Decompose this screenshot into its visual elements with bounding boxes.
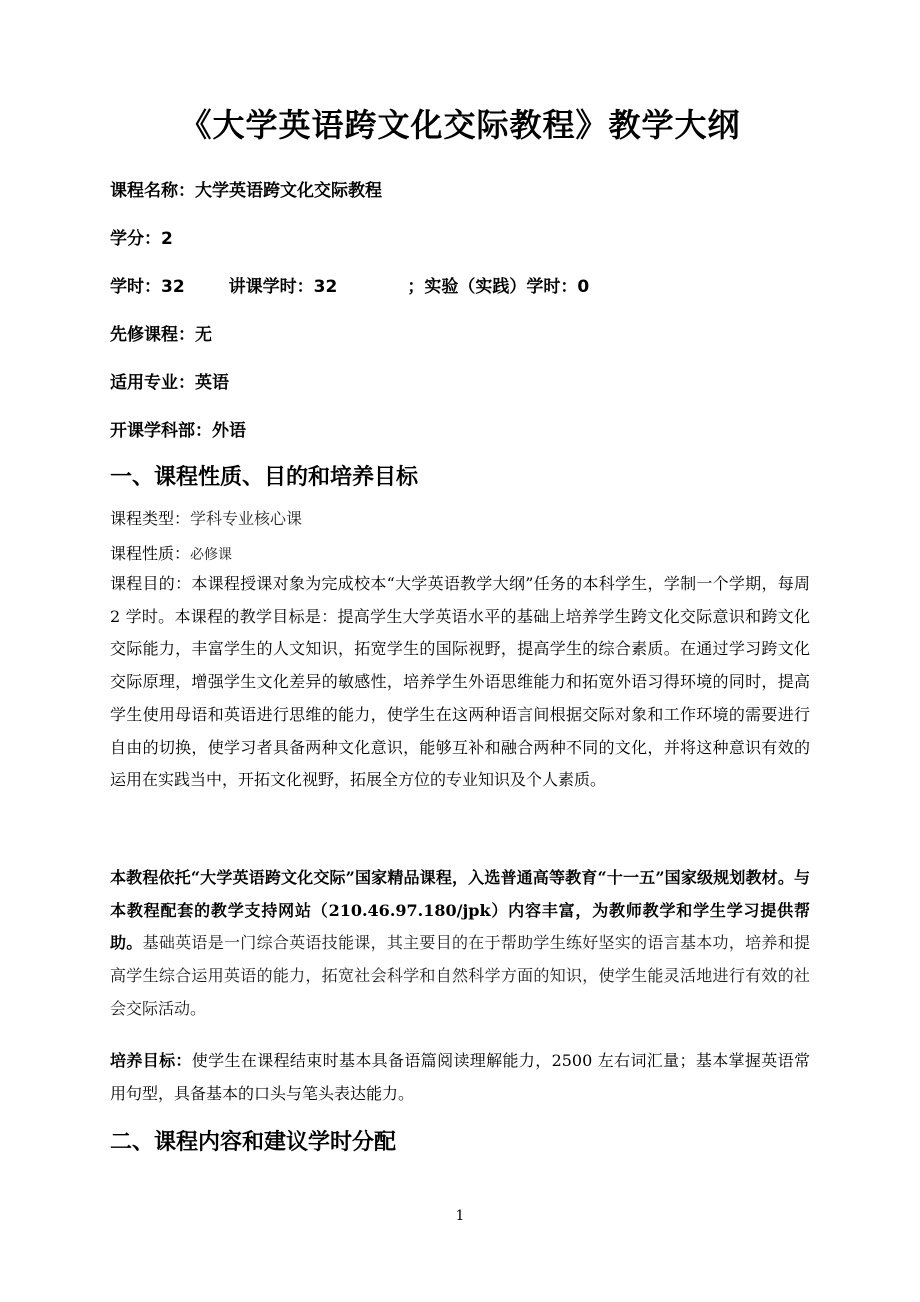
hours-lecture: 讲课学时：32: [228, 277, 338, 297]
hours-lab: ；实验（实践）学时：0: [407, 277, 590, 297]
course-nature-label: 课程性质：: [110, 544, 191, 563]
goal-label: 培养目标：: [110, 1051, 192, 1070]
goal-paragraph: [110, 1045, 810, 1110]
hours-line: [110, 272, 589, 297]
course-nature-value: 必修课: [190, 547, 233, 563]
document-title: 《大学英语跨文化交际教程》教学大纲: [179, 106, 741, 144]
credits-line: 学分：2: [110, 229, 173, 249]
textbook-paragraph-bold: 本教程依托“大学英语跨文化交际”国家精品课程，入选普通高等教育“十一五”国家级规划教材。与本教程配套的教学支持网站（210.46.97.180/jpk）内容丰富，为教师教学和学生学习提供帮助。: [110, 868, 810, 953]
textbook-paragraph-light: 基础英语是一门综合英语技能课，其主要目的在于帮助学生练好坚实的语言基本功，培养和提高学生综合运用英语的能力，拓宽社会科学和自然科学方面的知识，使学生能灵活地进行有效的社会交际活动。: [110, 933, 810, 1018]
course-nature-line: [110, 541, 232, 564]
purpose-paragraph: 课程目的：本课程授课对象为完成校本“大学英语教学大纲”任务的本科学生，学制一个学期，每周 2 学时。本课程的教学目标是：提高学生大学英语水平的基础上培养学生跨文化交际意识和跨文化交际能力，丰富学生的人文知识，拓宽学生的国际视野，提高学生的综合素质。在通过学习跨文化交际原理，增强学生文化差异的敏感性，培养学生外语思维能力和拓宽外语习得环境的同时，提高学生使用母语和英语进行思维的能力，使学生在这两种语言间根据交际对象和工作环境的需要进行自由的切换，使学习者具备两种文化意识，能够互补和融合两种不同的文化，并将这种意识有效的运用在实践当中，开拓文化视野，拓展全方位的专业知识及个人素质。: [110, 574, 810, 790]
section2-heading: 二、课程内容和建议学时分配: [110, 1130, 397, 1155]
course-type-line: [110, 506, 302, 529]
prerequisite-line: 先修课程：无: [110, 325, 212, 345]
hours-total: 学时：32: [110, 277, 185, 297]
course-name-line: 课程名称：大学英语跨文化交际教程: [110, 181, 382, 201]
page-number: 1: [455, 1208, 465, 1224]
goal-text: 使学生在课程结束时基本具备语篇阅读理解能力，2500 左右词汇量；基本掌握英语常用句型，具备基本的口头与笔头表达能力。: [110, 1051, 810, 1103]
department-line: 开课学科部：外语: [110, 421, 246, 441]
textbook-paragraph: [110, 862, 810, 1026]
course-type-value: 学科专业核心课: [190, 509, 303, 528]
course-type-label: 课程类型：: [110, 509, 191, 528]
section1-heading: 一、课程性质、目的和培养目标: [110, 465, 419, 490]
major-line: 适用专业：英语: [110, 373, 229, 393]
